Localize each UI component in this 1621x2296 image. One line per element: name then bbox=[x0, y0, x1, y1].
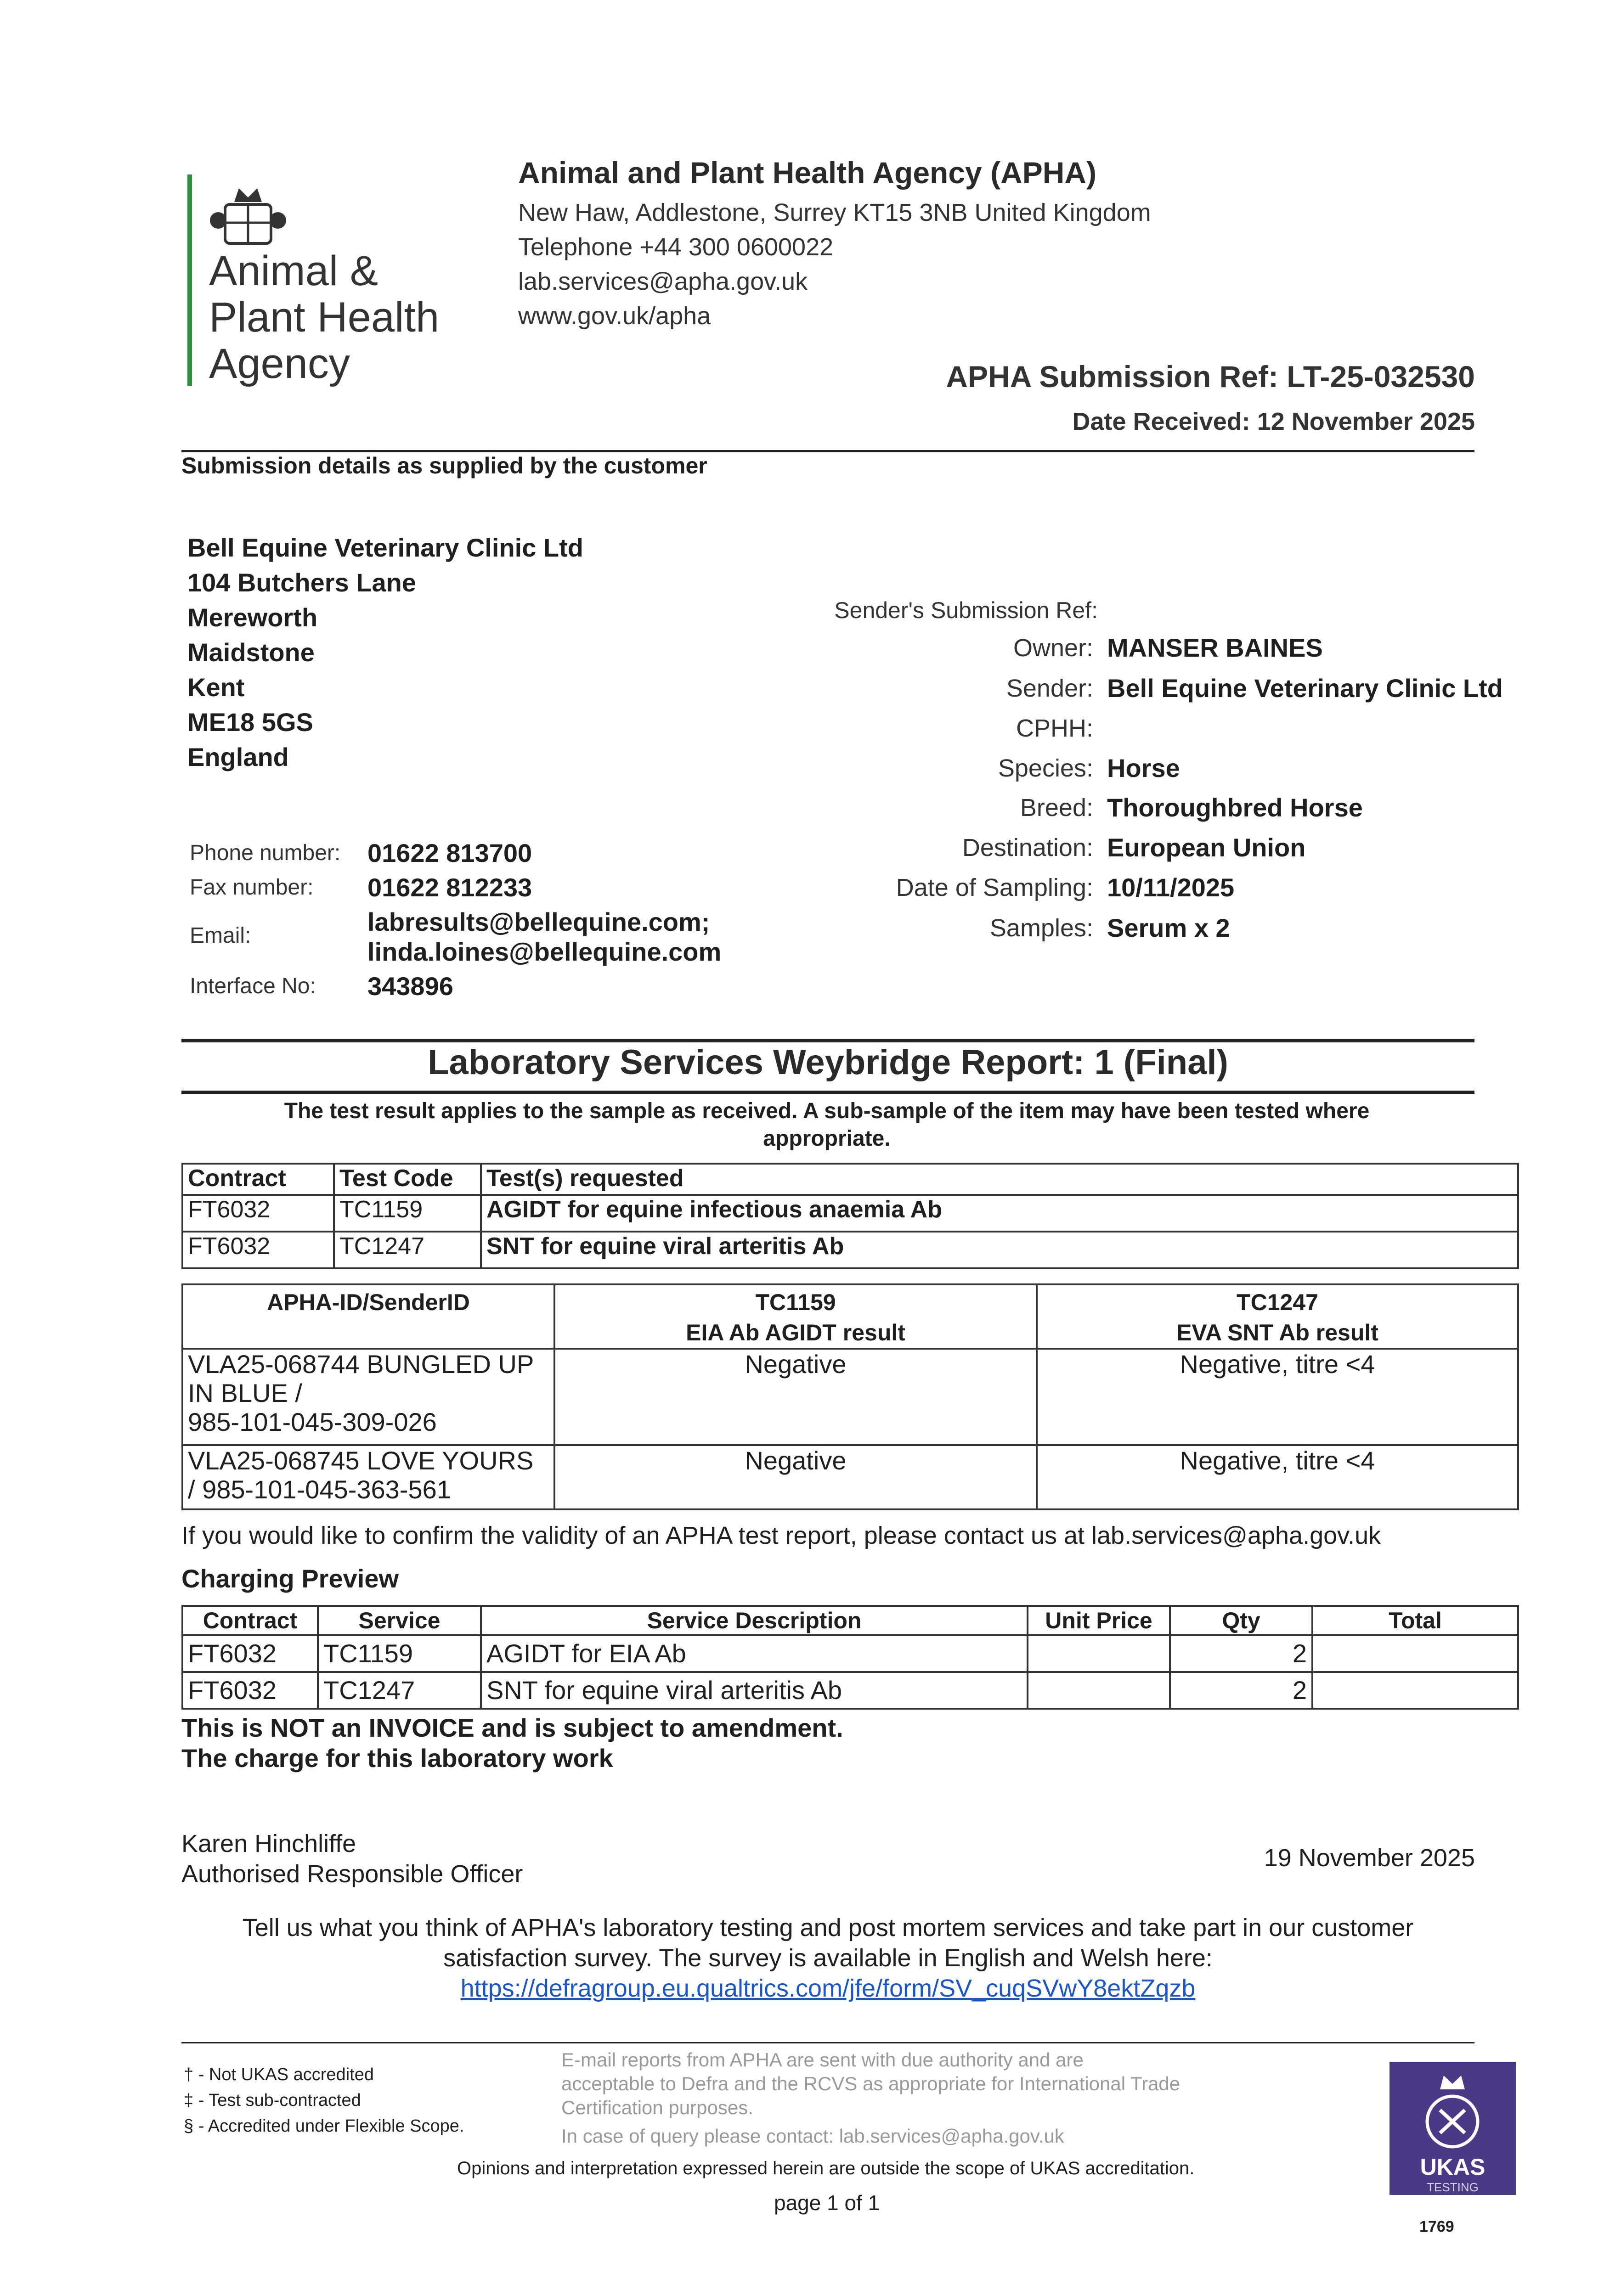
address-line: 104 Butchers Lane bbox=[187, 568, 416, 597]
table-row bbox=[182, 1349, 1518, 1445]
interface-value: 343896 bbox=[367, 972, 453, 1001]
column-header: Service bbox=[318, 1606, 481, 1635]
column-header bbox=[182, 1284, 554, 1349]
address-line: Bell Equine Veterinary Clinic Ltd bbox=[187, 533, 583, 562]
customer-address bbox=[187, 530, 583, 775]
owner-value: MANSER BAINES bbox=[1107, 633, 1323, 662]
column-header: Test(s) requested bbox=[481, 1164, 1518, 1195]
divider bbox=[181, 2042, 1474, 2043]
email-value-1[interactable]: labresults@bellequine.com; bbox=[367, 907, 710, 936]
report-title: Laboratory Services Weybridge Report: 1 (Final) bbox=[428, 1043, 1228, 1082]
signer-block bbox=[181, 1829, 523, 1889]
email-label: Email: bbox=[190, 923, 251, 948]
submission-details-label: Submission details as supplied by the customer bbox=[181, 453, 707, 478]
divider bbox=[181, 1091, 1474, 1094]
footnote: § - Accredited under Flexible Scope. bbox=[184, 2116, 464, 2136]
id-line: / 985-101-045-363-561 bbox=[188, 1475, 451, 1504]
table-cell bbox=[1312, 1635, 1518, 1672]
table-cell: TC1159 bbox=[334, 1195, 481, 1232]
phone-value: 01622 813700 bbox=[367, 838, 532, 867]
email-notice bbox=[561, 2048, 1180, 2148]
table-row bbox=[182, 1195, 1518, 1232]
not-invoice-text: This is NOT an INVOICE and is subject to amendment. bbox=[181, 1713, 843, 1742]
signer-name: Karen Hinchliffe bbox=[181, 1830, 356, 1857]
sample-id-cell bbox=[182, 1445, 554, 1509]
table-header-row bbox=[182, 1606, 1518, 1635]
table-cell: FT6032 bbox=[182, 1672, 318, 1709]
ukas-crown-icon bbox=[1422, 2071, 1484, 2151]
samples-label: Samples: bbox=[989, 914, 1093, 942]
header-text: TC1159 bbox=[755, 1289, 836, 1315]
sender-label: Sender: bbox=[1006, 675, 1093, 702]
column-header: Contract bbox=[182, 1606, 318, 1635]
logo-line: Agency bbox=[209, 340, 350, 387]
agency-address: New Haw, Addlestone, Surrey KT15 3NB United Kingdom bbox=[518, 199, 1151, 226]
eva-result-cell: Negative, titre <4 bbox=[1037, 1445, 1518, 1509]
owner-label: Owner: bbox=[1013, 634, 1093, 662]
fax-value: 01622 812233 bbox=[367, 873, 532, 902]
table-cell: TC1247 bbox=[334, 1232, 481, 1268]
table-cell: FT6032 bbox=[182, 1635, 318, 1672]
senders-ref-label: Sender's Submission Ref: bbox=[834, 597, 1098, 623]
table-row bbox=[182, 1445, 1518, 1509]
column-header: Service Description bbox=[481, 1606, 1028, 1635]
id-line: VLA25-068745 LOVE YOURS bbox=[188, 1446, 534, 1475]
id-line: IN BLUE / bbox=[188, 1379, 302, 1407]
email-value-2[interactable]: linda.loines@bellequine.com bbox=[367, 937, 722, 966]
species-value: Horse bbox=[1107, 754, 1180, 782]
column-header bbox=[1037, 1284, 1518, 1349]
royal-crest-icon bbox=[207, 177, 289, 250]
eia-result-cell: Negative bbox=[554, 1349, 1037, 1445]
sampling-date-label: Date of Sampling: bbox=[896, 874, 1093, 901]
table-cell: AGIDT for equine infectious anaemia Ab bbox=[481, 1195, 1518, 1232]
table-cell: FT6032 bbox=[182, 1232, 334, 1268]
survey-block bbox=[181, 1913, 1474, 2003]
agency-email[interactable]: lab.services@apha.gov.uk bbox=[518, 268, 808, 295]
table-cell: TC1247 bbox=[318, 1672, 481, 1709]
sender-value: Bell Equine Veterinary Clinic Ltd bbox=[1107, 674, 1503, 703]
header-text: EIA Ab AGIDT result bbox=[686, 1320, 905, 1345]
survey-link[interactable]: https://defragroup.eu.qualtrics.com/jfe/form/SV_cuqSVwY8ektZqzb bbox=[460, 1975, 1196, 2002]
table-cell: AGIDT for EIA Ab bbox=[481, 1635, 1028, 1672]
logo-line: Animal & bbox=[209, 248, 378, 294]
email-notice-line: In case of query please contact: lab.services@apha.gov.uk bbox=[561, 2125, 1064, 2147]
address-line: England bbox=[187, 743, 289, 771]
column-header: Total bbox=[1312, 1606, 1518, 1635]
id-line: VLA25-068744 BUNGLED UP bbox=[188, 1350, 534, 1379]
breed-label: Breed: bbox=[1020, 794, 1093, 822]
sampling-date-value: 10/11/2025 bbox=[1107, 873, 1235, 902]
agency-telephone: Telephone +44 300 0600022 bbox=[518, 233, 834, 261]
agency-website[interactable]: www.gov.uk/apha bbox=[518, 302, 711, 330]
interface-label: Interface No: bbox=[190, 974, 316, 998]
id-line: 985-101-045-309-026 bbox=[188, 1407, 437, 1436]
table-cell bbox=[1028, 1635, 1170, 1672]
table-cell: SNT for equine viral arteritis Ab bbox=[481, 1672, 1028, 1709]
tests-table bbox=[181, 1163, 1519, 1269]
footnote: ‡ - Test sub-contracted bbox=[184, 2091, 361, 2110]
divider bbox=[181, 1039, 1474, 1042]
column-header: Qty bbox=[1170, 1606, 1312, 1635]
survey-text: Tell us what you think of APHA's laboratory testing and post mortem services and take part in our customer satisfaction survey. The survey is available in English and Welsh here: bbox=[242, 1914, 1414, 1972]
address-line: ME18 5GS bbox=[187, 708, 313, 737]
email-notice-line: Certification purposes. bbox=[561, 2097, 753, 2118]
invoice-notice bbox=[181, 1713, 843, 1773]
email-notice-line: acceptable to Defra and the RCVS as appropriate for International Trade bbox=[561, 2073, 1180, 2094]
table-header-row bbox=[182, 1284, 1518, 1349]
phone-label: Phone number: bbox=[190, 841, 341, 865]
table-cell: 2 bbox=[1170, 1635, 1312, 1672]
table-cell: TC1159 bbox=[318, 1635, 481, 1672]
opinions-note: Opinions and interpretation expressed herein are outside the scope of UKAS accreditation. bbox=[457, 2158, 1195, 2178]
column-header bbox=[554, 1284, 1037, 1349]
destination-value: European Union bbox=[1107, 833, 1306, 862]
table-cell: 2 bbox=[1170, 1672, 1312, 1709]
eia-result-cell: Negative bbox=[554, 1445, 1037, 1509]
table-cell: FT6032 bbox=[182, 1195, 334, 1232]
submission-ref: APHA Submission Ref: LT-25-032530 bbox=[946, 360, 1475, 394]
samples-value: Serum x 2 bbox=[1107, 913, 1230, 942]
table-cell: SNT for equine viral arteritis Ab bbox=[481, 1232, 1518, 1268]
ukas-sub-label: TESTING bbox=[1427, 2180, 1479, 2194]
footnotes bbox=[184, 2062, 464, 2139]
footnote: † - Not UKAS accredited bbox=[184, 2065, 374, 2084]
address-line: Maidstone bbox=[187, 638, 315, 667]
charging-table bbox=[181, 1605, 1519, 1710]
charging-title: Charging Preview bbox=[181, 1564, 399, 1593]
signature-date: 19 November 2025 bbox=[1264, 1844, 1475, 1872]
report-disclaimer: The test result applies to the sample as received. A sub-sample of the item may have been tested where appropriate. bbox=[284, 1099, 1370, 1151]
address-line: Kent bbox=[187, 673, 245, 702]
date-received: Date Received: 12 November 2025 bbox=[1072, 408, 1475, 435]
header-text: TC1247 bbox=[1237, 1289, 1318, 1315]
validity-note: If you would like to confirm the validity of an APHA test report, please contact us at lab.services@apha.gov.uk bbox=[181, 1522, 1381, 1549]
sample-id-cell bbox=[182, 1349, 554, 1445]
species-label: Species: bbox=[998, 754, 1093, 782]
ukas-badge bbox=[1389, 2062, 1516, 2195]
results-table bbox=[181, 1283, 1519, 1510]
logo-text bbox=[209, 248, 439, 387]
eva-result-cell: Negative, titre <4 bbox=[1037, 1349, 1518, 1445]
table-row bbox=[182, 1635, 1518, 1672]
page-number: page 1 of 1 bbox=[774, 2191, 880, 2215]
signer-title: Authorised Responsible Officer bbox=[181, 1860, 523, 1888]
email-notice-line: E-mail reports from APHA are sent with due authority and are bbox=[561, 2049, 1084, 2071]
column-header: Unit Price bbox=[1028, 1606, 1170, 1635]
header-text: APHA-ID/SenderID bbox=[267, 1289, 470, 1315]
ukas-number: 1769 bbox=[1419, 2218, 1454, 2235]
ukas-label: UKAS bbox=[1420, 2154, 1485, 2180]
table-row bbox=[182, 1672, 1518, 1709]
column-header: Test Code bbox=[334, 1164, 481, 1195]
logo-line: Plant Health bbox=[209, 294, 440, 341]
column-header: Contract bbox=[182, 1164, 334, 1195]
breed-value: Thoroughbred Horse bbox=[1107, 793, 1363, 822]
address-line: Mereworth bbox=[187, 603, 318, 632]
agency-name: Animal and Plant Health Agency (APHA) bbox=[518, 156, 1097, 190]
charge-line-text: The charge for this laboratory work bbox=[181, 1744, 613, 1773]
destination-label: Destination: bbox=[962, 834, 1093, 861]
cphh-label: CPHH: bbox=[1016, 715, 1093, 742]
header-text: EVA SNT Ab result bbox=[1176, 1320, 1378, 1345]
table-cell bbox=[1312, 1672, 1518, 1709]
table-row bbox=[182, 1232, 1518, 1268]
logo-bar bbox=[187, 174, 192, 386]
table-cell bbox=[1028, 1672, 1170, 1709]
fax-label: Fax number: bbox=[190, 875, 314, 900]
table-header-row bbox=[182, 1164, 1518, 1195]
